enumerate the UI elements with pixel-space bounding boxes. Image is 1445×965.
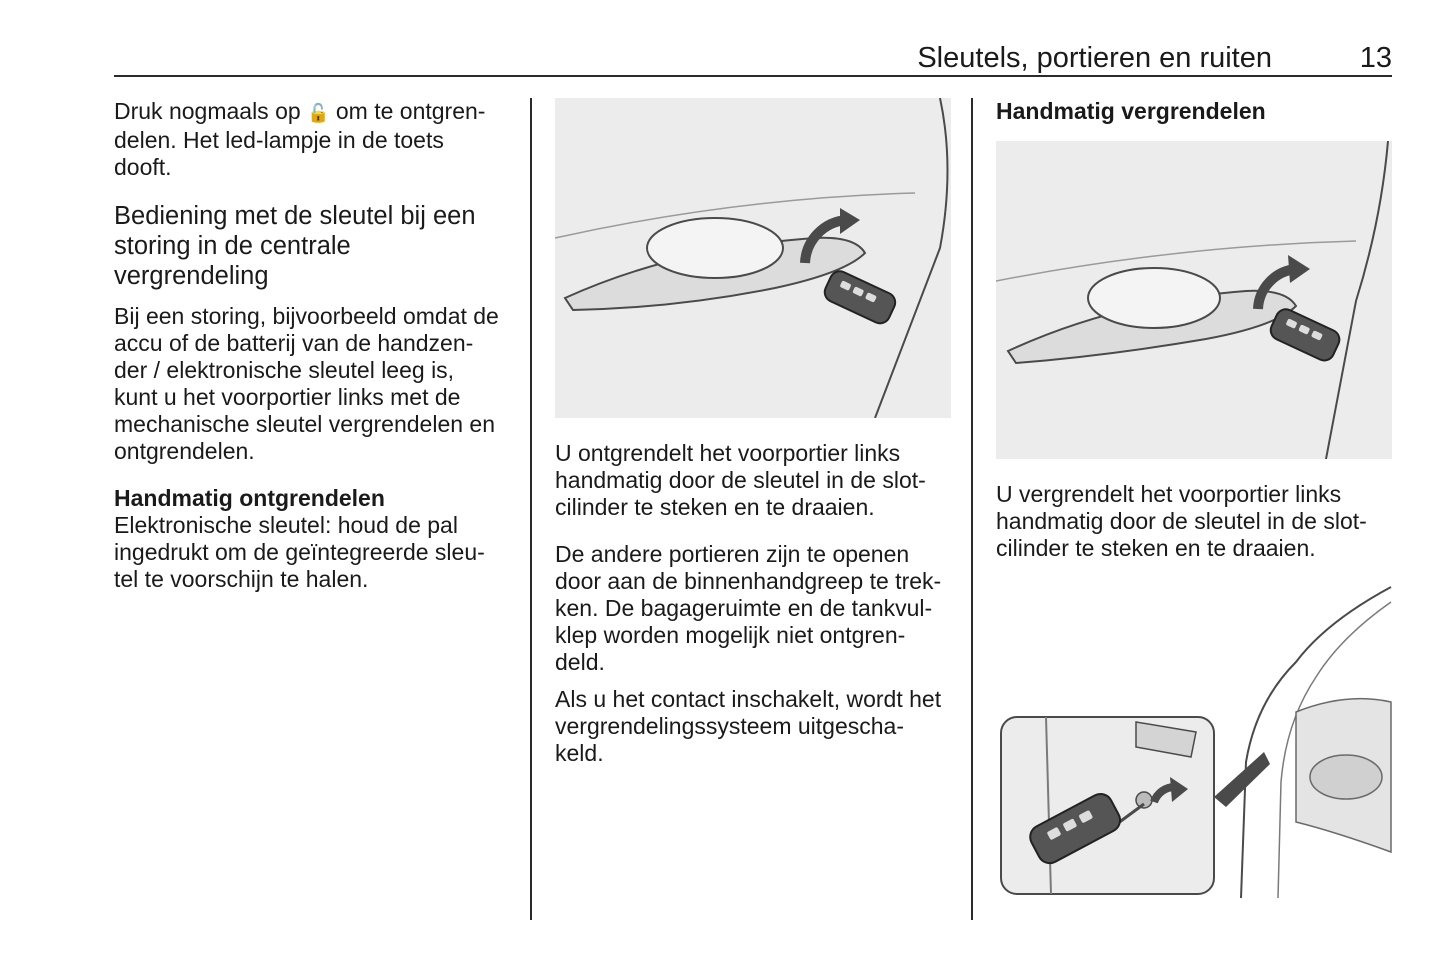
door-handle-lock-figure [996,141,1392,459]
failure-line: mechanische sleutel vergrendelen en [114,411,496,437]
column-right [996,98,1392,898]
door-handle-unlock-figure [555,98,951,418]
section-heading-line: vergrendeling [114,262,269,290]
key-line: Elektronische sleutel: houd de pal [114,512,458,538]
failure-line: der / elektronische sleutel leeg is, [114,357,455,383]
failure-line: Bij een storing, bijvoorbeeld omdat de [114,303,499,329]
intro-text-before-icon: Druk nogmaals op [114,98,308,124]
subheading-manual-unlock: Handmatig ontgrendelen [114,485,385,511]
unlock-caption [555,440,951,521]
handle-recess [647,218,783,278]
failure-line: kunt u het voorportier links met de [114,384,461,410]
caption-line: handmatig door de sleutel in de slot- [555,467,926,493]
key-line: ingedrukt om de geïntegreerde sleu- [114,539,485,565]
failure-line: ontgrendelen. [114,438,255,464]
intro-text-after-icon: om te ontgren- [329,98,486,124]
lock-caption [996,481,1392,562]
failure-paragraph [114,303,514,465]
section-heading-line: storing in de centrale [114,232,351,260]
paragraph-line: De andere portieren zijn te openen [555,541,910,567]
open-door-key-figure [996,582,1392,898]
column-left [114,98,514,593]
caption-line: handmatig door de sleutel in de slot- [996,508,1367,534]
caption-line: cilinder te steken en te draaien. [555,494,875,520]
caption-line: U vergrendelt het voorportier links [996,481,1342,507]
page-number: 13 [1359,42,1392,74]
ignition-paragraph [555,686,951,767]
key-line: tel te voorschijn te halen. [114,566,369,592]
column-divider-left [530,98,532,920]
handle-recess [1088,268,1220,328]
section-heading [114,201,514,291]
failure-line: accu of de batterij van de handzen- [114,330,474,356]
intro-line: delen. Het led-lampje in de toets [114,127,444,153]
page-header-title: Sleutels, portieren en ruiten [917,42,1272,74]
paragraph-line: ken. De bagageruimte en de tankvul- [555,595,933,621]
paragraph-line: door aan de binnenhandgreep te trek- [555,568,942,594]
paragraph-line: deld. [555,649,605,675]
caption-line: cilinder te steken en te draaien. [996,535,1316,561]
paragraph-line: keld. [555,740,604,766]
paragraph-line: Als u het contact inschakelt, wordt het [555,686,942,712]
section-heading-line: Bediening met de sleutel bij een [114,202,476,230]
column-middle [555,98,951,767]
subheading-manual-lock: Handmatig vergrendelen [996,98,1266,124]
intro-line: dooft. [114,154,172,180]
paragraph-line: klep worden mogelijk niet ontgren- [555,622,906,648]
column-divider-right [971,98,973,920]
inner-handle [1310,755,1382,799]
caption-line: U ontgrendelt het voorportier links [555,440,901,466]
other-doors-paragraph [555,541,951,676]
key-paragraph [114,512,514,593]
paragraph-line: vergrendelingssysteem uitgescha- [555,713,905,739]
intro-paragraph [114,98,514,181]
unlock-icon: 🔓 [307,103,330,123]
header-rule [114,75,1392,77]
